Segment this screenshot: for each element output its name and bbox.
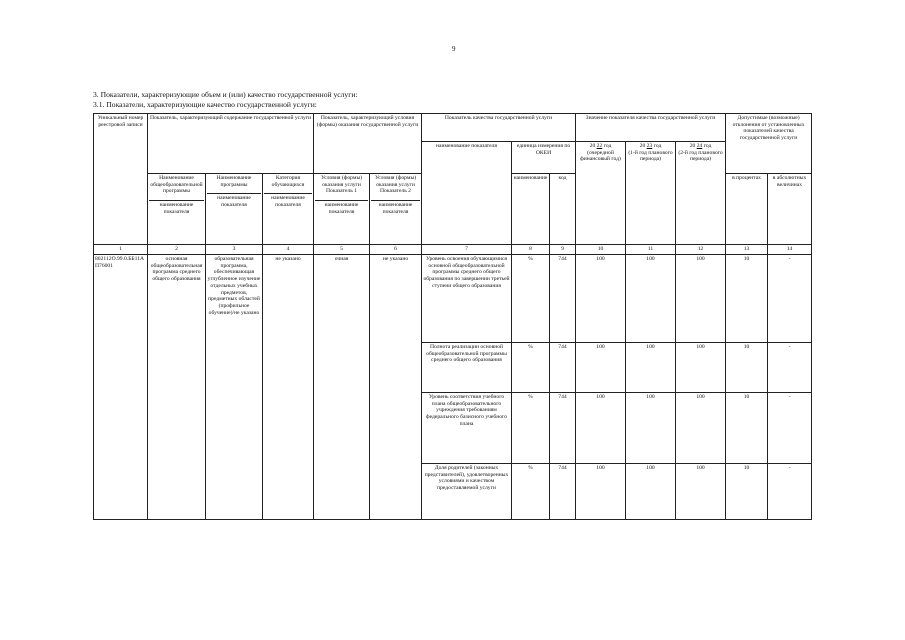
indicator-unit: %	[512, 343, 550, 393]
header-year-1: 20 22 год (очередной финансовый год)	[576, 142, 626, 245]
col-number: 12	[676, 245, 726, 255]
page-number: 9	[452, 45, 456, 53]
value-year-3: 100	[676, 393, 726, 464]
entry-registry: 802112О.99.0.ББ11АП76001	[94, 255, 148, 520]
col-number: 10	[576, 245, 626, 255]
entry-program: основная общеобразовательная программа среднего общего образования	[148, 255, 206, 520]
entry-category: не указано	[263, 255, 314, 520]
header-quality-group: Показатель качества государственной услуги	[422, 114, 576, 142]
value-year-1: 100	[576, 343, 626, 393]
value-year-1: 100	[576, 255, 626, 343]
deviation-percent: 10	[726, 255, 768, 343]
header-col-3: Наименование программы наименование показателя	[206, 174, 263, 245]
col-number: 3	[206, 245, 263, 255]
indicator-name: Уровень освоения обучающимися основной общеобразовательной программы среднего общего образования по завершении третьей ступени общего образования	[422, 255, 512, 343]
header-deviation-absolute: в абсолютных величинах	[768, 174, 812, 245]
col-number: 8	[512, 245, 550, 255]
col-number: 9	[550, 245, 576, 255]
entry-form: очная	[314, 255, 370, 520]
column-number-row	[94, 245, 812, 255]
indicator-code: 744	[550, 464, 576, 520]
header-col-6: Условия (формы) оказания услуги Показатель 2 наименование показателя	[370, 174, 422, 245]
col-number: 14	[768, 245, 812, 255]
header-year-2: 20 23 год (1-й год планового периода)	[626, 142, 676, 245]
entry-condition-2: не указано	[370, 255, 422, 520]
deviation-percent: 10	[726, 464, 768, 520]
value-year-1: 100	[576, 464, 626, 520]
entry-program-name: образовательная программа, обеспечивающая углубленное изучение отдельных учебных предметов, предметных областей (профильное обучение)/не указано	[206, 255, 263, 520]
value-year-2: 100	[626, 343, 676, 393]
header-year-3: 20 24 год (2-й год планового периода)	[676, 142, 726, 245]
header-col-2: Наименование общеобразовательной программы наименование показателя	[148, 174, 206, 245]
value-year-3: 100	[676, 464, 726, 520]
indicator-unit: %	[512, 393, 550, 464]
indicator-unit: %	[512, 255, 550, 343]
value-year-2: 100	[626, 464, 676, 520]
table-row	[94, 255, 812, 343]
deviation-absolute: -	[768, 255, 812, 343]
value-year-1: 100	[576, 393, 626, 464]
indicator-code: 744	[550, 255, 576, 343]
value-year-2: 100	[626, 255, 676, 343]
indicator-name: Полнота реализации основной общеобразовательной программы среднего общего образования	[422, 343, 512, 393]
indicator-code: 744	[550, 343, 576, 393]
value-year-3: 100	[676, 343, 726, 393]
deviation-percent: 10	[726, 343, 768, 393]
header-deviation-group: Допустимые (возможные) отклонения от установленных показателей качества государственной услуги	[726, 114, 812, 174]
col-number: 1	[94, 245, 148, 255]
header-col-5: Условия (формы) оказания услуги Показатель 1 наименование показателя	[314, 174, 370, 245]
indicator-name: Доля родителей (законных представителей), удовлетворенных условиями и качеством предоставляемой услуги	[422, 464, 512, 520]
col-number: 13	[726, 245, 768, 255]
col-number: 2	[148, 245, 206, 255]
header-unit-okei: единица измерения по ОКЕИ	[512, 142, 576, 174]
header-conditions-group: Показатель, характеризующий условия (формы) оказания государственной услуги	[314, 114, 422, 174]
indicator-unit: %	[512, 464, 550, 520]
subsection-heading: 3.1. Показатели, характеризующие качество государственной услуги:	[93, 100, 317, 109]
quality-indicators-table	[93, 113, 812, 520]
col-number: 5	[314, 245, 370, 255]
section-heading: 3. Показатели, характеризующие объем и (или) качество государственной услуги:	[93, 90, 358, 99]
col-number: 6	[370, 245, 422, 255]
header-indicator-name: наименование показателя	[422, 142, 512, 245]
value-year-2: 100	[626, 393, 676, 464]
header-content-group: Показатель, характеризующий содержание государственной услуги	[148, 114, 314, 174]
deviation-absolute: -	[768, 464, 812, 520]
header-registry: Уникальный номер реестровой записи	[94, 114, 148, 245]
indicator-name: Уровень соответствия учебного плана общеобразовательного учреждения требованиям федерального базисного учебного плана	[422, 393, 512, 464]
value-year-3: 100	[676, 255, 726, 343]
header-unit-code: код	[550, 174, 576, 245]
header-value-group: Значение показателя качества государственной услуги	[576, 114, 726, 142]
col-number: 11	[626, 245, 676, 255]
col-number: 4	[263, 245, 314, 255]
col-number: 7	[422, 245, 512, 255]
header-col-4: Категория обучающихся наименование показателя	[263, 174, 314, 245]
indicator-code: 744	[550, 393, 576, 464]
deviation-absolute: -	[768, 343, 812, 393]
header-deviation-percent: в процентах	[726, 174, 768, 245]
header-unit-name: наименование	[512, 174, 550, 245]
deviation-absolute: -	[768, 393, 812, 464]
deviation-percent: 10	[726, 393, 768, 464]
